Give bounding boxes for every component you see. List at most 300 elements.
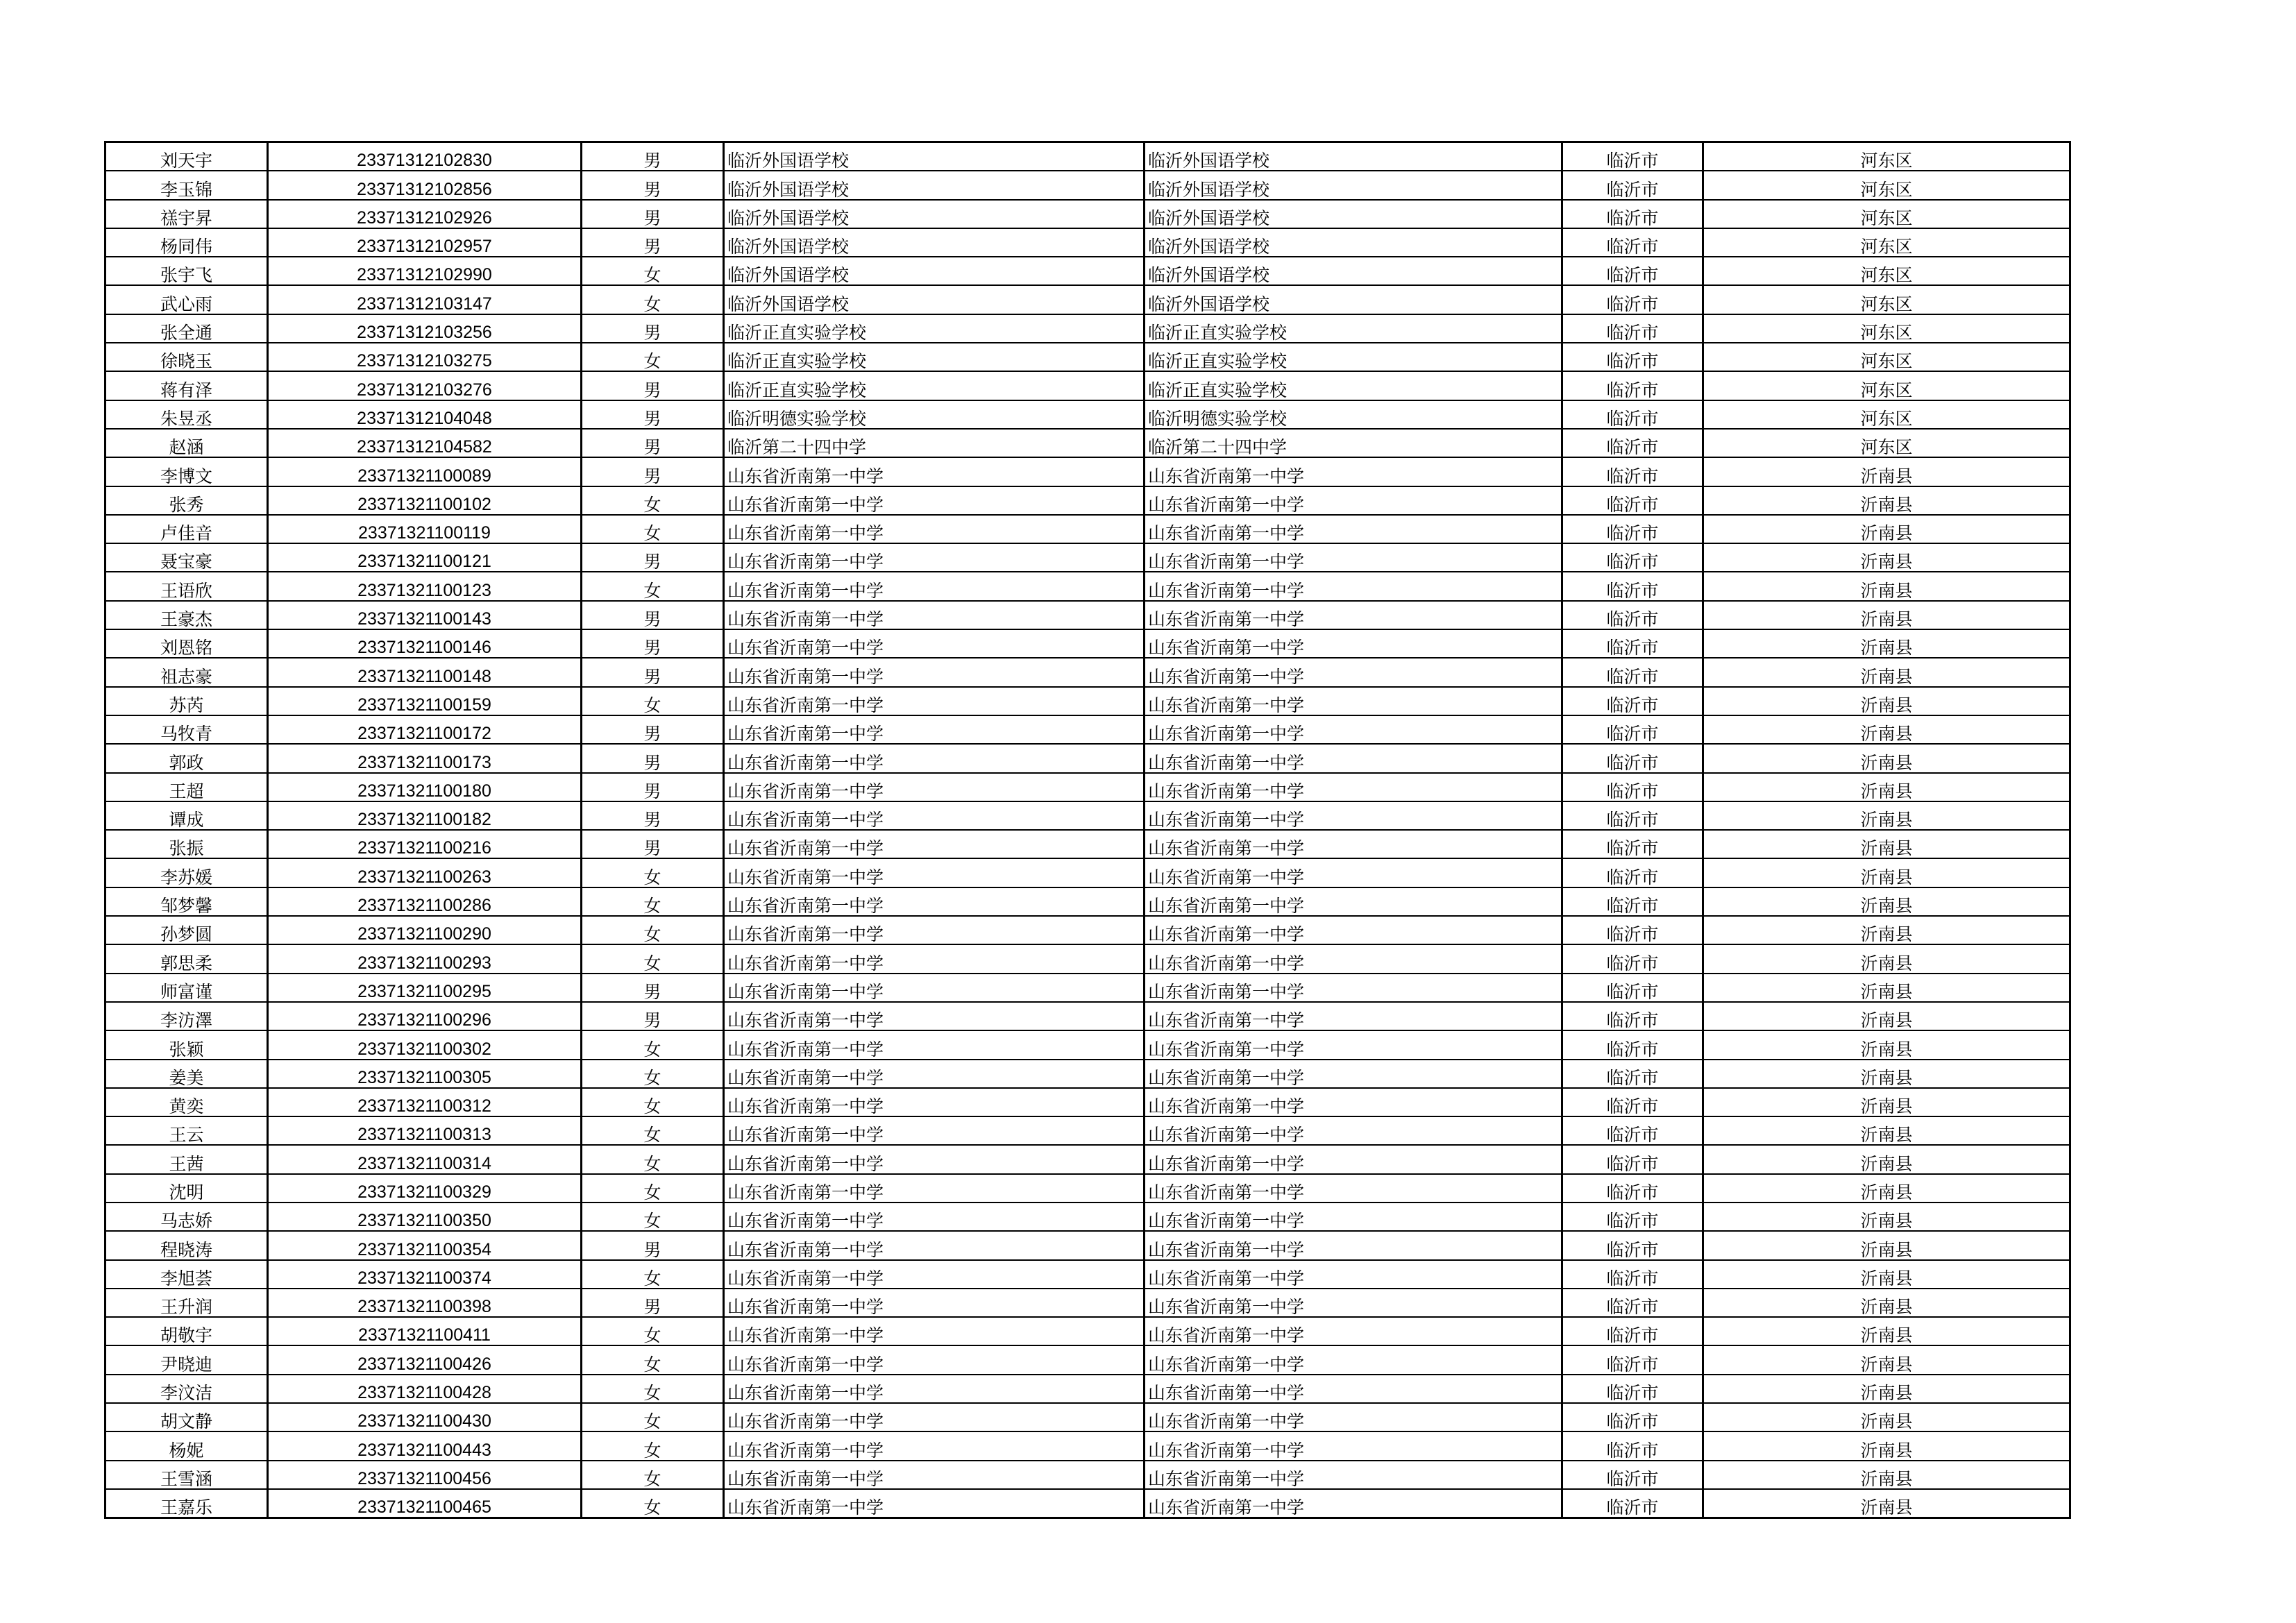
county-cell: 沂南县 [1703, 601, 2070, 629]
student-name-cell: 王豪杰 [105, 601, 268, 629]
admitting-school-cell: 山东省沂南第一中学 [1145, 543, 1562, 572]
city-cell: 临沂市 [1562, 486, 1703, 515]
exam-id-cell: 23371321100263 [268, 858, 582, 887]
county-cell: 沂南县 [1703, 858, 2070, 887]
city-cell: 临沂市 [1562, 257, 1703, 285]
admitting-school-cell: 山东省沂南第一中学 [1145, 658, 1562, 686]
gender-cell: 女 [582, 1317, 724, 1345]
city-cell: 临沂市 [1562, 687, 1703, 715]
table-row [105, 1203, 2070, 1231]
school-cell: 山东省沂南第一中学 [724, 629, 1145, 658]
exam-id-cell: 23371312103275 [268, 343, 582, 371]
exam-id-cell: 23371321100146 [268, 629, 582, 658]
city-cell: 临沂市 [1562, 944, 1703, 973]
admitting-school-cell: 山东省沂南第一中学 [1145, 887, 1562, 916]
admitting-school-cell: 山东省沂南第一中学 [1145, 1289, 1562, 1317]
gender-cell: 女 [582, 486, 724, 515]
city-cell: 临沂市 [1562, 543, 1703, 572]
county-cell: 沂南县 [1703, 801, 2070, 830]
school-cell: 山东省沂南第一中学 [724, 744, 1145, 772]
county-cell: 河东区 [1703, 400, 2070, 429]
student-name-cell: 胡敬宇 [105, 1317, 268, 1345]
table-row [105, 1375, 2070, 1403]
school-cell: 临沂外国语学校 [724, 200, 1145, 228]
city-cell: 临沂市 [1562, 515, 1703, 543]
county-cell: 河东区 [1703, 314, 2070, 343]
gender-cell: 男 [582, 974, 724, 1002]
school-cell: 临沂外国语学校 [724, 257, 1145, 285]
table-row [105, 171, 2070, 199]
school-cell: 临沂外国语学校 [724, 171, 1145, 199]
city-cell: 临沂市 [1562, 830, 1703, 858]
gender-cell: 女 [582, 1375, 724, 1403]
city-cell: 临沂市 [1562, 1317, 1703, 1345]
city-cell: 临沂市 [1562, 887, 1703, 916]
county-cell: 沂南县 [1703, 1431, 2070, 1460]
gender-cell: 男 [582, 543, 724, 572]
school-cell: 临沂正直实验学校 [724, 371, 1145, 400]
gender-cell: 女 [582, 515, 724, 543]
table-row [105, 801, 2070, 830]
county-cell: 沂南县 [1703, 572, 2070, 600]
admitting-school-cell: 山东省沂南第一中学 [1145, 773, 1562, 801]
admitting-school-cell: 山东省沂南第一中学 [1145, 744, 1562, 772]
student-name-cell: 马志娇 [105, 1203, 268, 1231]
gender-cell: 男 [582, 371, 724, 400]
admitting-school-cell: 山东省沂南第一中学 [1145, 515, 1562, 543]
exam-id-cell: 23371321100374 [268, 1260, 582, 1289]
exam-id-cell: 23371321100456 [268, 1461, 582, 1489]
gender-cell: 男 [582, 830, 724, 858]
school-cell: 山东省沂南第一中学 [724, 1489, 1145, 1518]
county-cell: 沂南县 [1703, 1116, 2070, 1145]
student-name-cell: 刘天宇 [105, 142, 268, 171]
city-cell: 临沂市 [1562, 572, 1703, 600]
admitting-school-cell: 山东省沂南第一中学 [1145, 858, 1562, 887]
gender-cell: 女 [582, 343, 724, 371]
city-cell: 临沂市 [1562, 1060, 1703, 1088]
gender-cell: 男 [582, 429, 724, 457]
exam-id-cell: 23371321100182 [268, 801, 582, 830]
table-row [105, 1289, 2070, 1317]
gender-cell: 女 [582, 1174, 724, 1203]
admitting-school-cell: 山东省沂南第一中学 [1145, 1088, 1562, 1116]
admitting-school-cell: 山东省沂南第一中学 [1145, 1260, 1562, 1289]
school-cell: 山东省沂南第一中学 [724, 601, 1145, 629]
city-cell: 临沂市 [1562, 629, 1703, 658]
exam-id-cell: 23371321100354 [268, 1231, 582, 1259]
county-cell: 沂南县 [1703, 830, 2070, 858]
city-cell: 临沂市 [1562, 457, 1703, 486]
city-cell: 临沂市 [1562, 1461, 1703, 1489]
student-name-cell: 蒋有泽 [105, 371, 268, 400]
gender-cell: 女 [582, 887, 724, 916]
table-row [105, 142, 2070, 171]
exam-id-cell: 23371321100329 [268, 1174, 582, 1203]
student-name-cell: 李玉锦 [105, 171, 268, 199]
table-body [105, 142, 2070, 1518]
county-cell: 河东区 [1703, 343, 2070, 371]
table-row [105, 1116, 2070, 1145]
school-cell: 山东省沂南第一中学 [724, 457, 1145, 486]
admitting-school-cell: 临沂外国语学校 [1145, 228, 1562, 257]
county-cell: 沂南县 [1703, 1260, 2070, 1289]
gender-cell: 男 [582, 715, 724, 744]
county-cell: 河东区 [1703, 257, 2070, 285]
exam-id-cell: 23371321100305 [268, 1060, 582, 1088]
admitting-school-cell: 临沂外国语学校 [1145, 257, 1562, 285]
table-row [105, 486, 2070, 515]
city-cell: 临沂市 [1562, 429, 1703, 457]
exam-id-cell: 23371312102856 [268, 171, 582, 199]
table-row [105, 1345, 2070, 1374]
gender-cell: 男 [582, 658, 724, 686]
school-cell: 山东省沂南第一中学 [724, 773, 1145, 801]
county-cell: 沂南县 [1703, 1060, 2070, 1088]
admitting-school-cell: 山东省沂南第一中学 [1145, 1317, 1562, 1345]
exam-id-cell: 23371321100119 [268, 515, 582, 543]
admitting-school-cell: 山东省沂南第一中学 [1145, 916, 1562, 944]
county-cell: 沂南县 [1703, 1461, 2070, 1489]
admitting-school-cell: 山东省沂南第一中学 [1145, 801, 1562, 830]
county-cell: 沂南县 [1703, 1345, 2070, 1374]
exam-id-cell: 23371321100296 [268, 1002, 582, 1030]
gender-cell: 男 [582, 1289, 724, 1317]
admitting-school-cell: 山东省沂南第一中学 [1145, 1002, 1562, 1030]
gender-cell: 男 [582, 228, 724, 257]
student-name-cell: 郭思柔 [105, 944, 268, 973]
admitting-school-cell: 山东省沂南第一中学 [1145, 1461, 1562, 1489]
city-cell: 临沂市 [1562, 228, 1703, 257]
admitting-school-cell: 临沂外国语学校 [1145, 200, 1562, 228]
student-name-cell: 姜美 [105, 1060, 268, 1088]
table-row [105, 400, 2070, 429]
city-cell: 临沂市 [1562, 1002, 1703, 1030]
gender-cell: 女 [582, 1203, 724, 1231]
county-cell: 沂南县 [1703, 1317, 2070, 1345]
county-cell: 沂南县 [1703, 515, 2070, 543]
student-name-cell: 张全通 [105, 314, 268, 343]
county-cell: 沂南县 [1703, 1002, 2070, 1030]
student-name-cell: 王雪涵 [105, 1461, 268, 1489]
table-row [105, 543, 2070, 572]
table-row [105, 601, 2070, 629]
table-row [105, 658, 2070, 686]
exam-id-cell: 23371321100411 [268, 1317, 582, 1345]
admitting-school-cell: 山东省沂南第一中学 [1145, 1489, 1562, 1518]
table-row [105, 1461, 2070, 1489]
admitting-school-cell: 临沂外国语学校 [1145, 142, 1562, 171]
table-row [105, 1174, 2070, 1203]
exam-id-cell: 23371312104582 [268, 429, 582, 457]
gender-cell: 女 [582, 285, 724, 314]
city-cell: 临沂市 [1562, 1375, 1703, 1403]
county-cell: 河东区 [1703, 371, 2070, 400]
exam-id-cell: 23371321100089 [268, 457, 582, 486]
county-cell: 沂南县 [1703, 543, 2070, 572]
gender-cell: 女 [582, 858, 724, 887]
gender-cell: 男 [582, 171, 724, 199]
exam-id-cell: 23371321100173 [268, 744, 582, 772]
county-cell: 沂南县 [1703, 715, 2070, 744]
gender-cell: 男 [582, 744, 724, 772]
school-cell: 山东省沂南第一中学 [724, 1030, 1145, 1059]
student-name-cell: 朱昱丞 [105, 400, 268, 429]
table-row [105, 1088, 2070, 1116]
exam-id-cell: 23371321100295 [268, 974, 582, 1002]
county-cell: 沂南县 [1703, 773, 2070, 801]
table-row [105, 1403, 2070, 1431]
county-cell: 河东区 [1703, 200, 2070, 228]
exam-id-cell: 23371321100428 [268, 1375, 582, 1403]
student-name-cell: 祖志豪 [105, 658, 268, 686]
school-cell: 山东省沂南第一中学 [724, 515, 1145, 543]
city-cell: 临沂市 [1562, 1231, 1703, 1259]
school-cell: 山东省沂南第一中学 [724, 916, 1145, 944]
student-name-cell: 李苏媛 [105, 858, 268, 887]
table-row [105, 457, 2070, 486]
exam-id-cell: 23371321100143 [268, 601, 582, 629]
table-row [105, 1060, 2070, 1088]
county-cell: 沂南县 [1703, 974, 2070, 1002]
city-cell: 临沂市 [1562, 171, 1703, 199]
school-cell: 山东省沂南第一中学 [724, 658, 1145, 686]
table-row [105, 830, 2070, 858]
county-cell: 沂南县 [1703, 1375, 2070, 1403]
county-cell: 河东区 [1703, 171, 2070, 199]
student-name-cell: 张宇飞 [105, 257, 268, 285]
city-cell: 临沂市 [1562, 1403, 1703, 1431]
student-name-cell: 师富谨 [105, 974, 268, 1002]
admitting-school-cell: 山东省沂南第一中学 [1145, 1231, 1562, 1259]
city-cell: 临沂市 [1562, 773, 1703, 801]
gender-cell: 男 [582, 1002, 724, 1030]
gender-cell: 女 [582, 1431, 724, 1460]
exam-id-cell: 23371312102990 [268, 257, 582, 285]
city-cell: 临沂市 [1562, 1260, 1703, 1289]
school-cell: 山东省沂南第一中学 [724, 715, 1145, 744]
school-cell: 山东省沂南第一中学 [724, 1260, 1145, 1289]
school-cell: 山东省沂南第一中学 [724, 858, 1145, 887]
exam-id-cell: 23371321100121 [268, 543, 582, 572]
exam-id-cell: 23371321100290 [268, 916, 582, 944]
admitting-school-cell: 山东省沂南第一中学 [1145, 687, 1562, 715]
gender-cell: 女 [582, 1030, 724, 1059]
exam-id-cell: 23371321100102 [268, 486, 582, 515]
table-row [105, 1002, 2070, 1030]
student-name-cell: 赵涵 [105, 429, 268, 457]
admitting-school-cell: 山东省沂南第一中学 [1145, 1145, 1562, 1173]
exam-id-cell: 23371321100313 [268, 1116, 582, 1145]
gender-cell: 男 [582, 314, 724, 343]
student-name-cell: 郭政 [105, 744, 268, 772]
exam-id-cell: 23371321100443 [268, 1431, 582, 1460]
exam-id-cell: 23371312102957 [268, 228, 582, 257]
school-cell: 山东省沂南第一中学 [724, 1145, 1145, 1173]
exam-id-cell: 23371321100398 [268, 1289, 582, 1317]
county-cell: 沂南县 [1703, 1289, 2070, 1317]
city-cell: 临沂市 [1562, 343, 1703, 371]
student-name-cell: 李旭荟 [105, 1260, 268, 1289]
table-row [105, 887, 2070, 916]
gender-cell: 女 [582, 1060, 724, 1088]
student-name-cell: 武心雨 [105, 285, 268, 314]
gender-cell: 男 [582, 773, 724, 801]
student-name-cell: 程晓涛 [105, 1231, 268, 1259]
county-cell: 沂南县 [1703, 1403, 2070, 1431]
exam-id-cell: 23371321100302 [268, 1030, 582, 1059]
table-row [105, 228, 2070, 257]
admitting-school-cell: 山东省沂南第一中学 [1145, 1345, 1562, 1374]
table-row [105, 715, 2070, 744]
admitting-school-cell: 临沂明德实验学校 [1145, 400, 1562, 429]
table-row [105, 1431, 2070, 1460]
student-name-cell: 李博文 [105, 457, 268, 486]
student-name-cell: 李汸澤 [105, 1002, 268, 1030]
county-cell: 沂南县 [1703, 944, 2070, 973]
student-name-cell: 王升润 [105, 1289, 268, 1317]
school-cell: 山东省沂南第一中学 [724, 1375, 1145, 1403]
admitting-school-cell: 山东省沂南第一中学 [1145, 1116, 1562, 1145]
city-cell: 临沂市 [1562, 1116, 1703, 1145]
city-cell: 临沂市 [1562, 801, 1703, 830]
table-row [105, 974, 2070, 1002]
student-name-cell: 王云 [105, 1116, 268, 1145]
gender-cell: 女 [582, 1403, 724, 1431]
table-row [105, 200, 2070, 228]
exam-id-cell: 23371321100172 [268, 715, 582, 744]
school-cell: 山东省沂南第一中学 [724, 1231, 1145, 1259]
city-cell: 临沂市 [1562, 1345, 1703, 1374]
school-cell: 山东省沂南第一中学 [724, 1002, 1145, 1030]
school-cell: 山东省沂南第一中学 [724, 1116, 1145, 1145]
gender-cell: 男 [582, 200, 724, 228]
student-name-cell: 王语欣 [105, 572, 268, 600]
student-name-cell: 胡文静 [105, 1403, 268, 1431]
school-cell: 山东省沂南第一中学 [724, 1403, 1145, 1431]
exam-id-cell: 23371321100123 [268, 572, 582, 600]
table-row [105, 371, 2070, 400]
city-cell: 临沂市 [1562, 314, 1703, 343]
student-name-cell: 李汶洁 [105, 1375, 268, 1403]
city-cell: 临沂市 [1562, 1030, 1703, 1059]
admitting-school-cell: 山东省沂南第一中学 [1145, 457, 1562, 486]
admitting-school-cell: 山东省沂南第一中学 [1145, 1203, 1562, 1231]
table-row [105, 515, 2070, 543]
gender-cell: 男 [582, 400, 724, 429]
admitting-school-cell: 山东省沂南第一中学 [1145, 1375, 1562, 1403]
table-row [105, 1030, 2070, 1059]
school-cell: 山东省沂南第一中学 [724, 801, 1145, 830]
gender-cell: 女 [582, 257, 724, 285]
gender-cell: 女 [582, 916, 724, 944]
county-cell: 沂南县 [1703, 1231, 2070, 1259]
school-cell: 山东省沂南第一中学 [724, 887, 1145, 916]
student-name-cell: 徐晓玉 [105, 343, 268, 371]
school-cell: 山东省沂南第一中学 [724, 944, 1145, 973]
exam-id-cell: 23371321100465 [268, 1489, 582, 1518]
gender-cell: 女 [582, 1489, 724, 1518]
admitting-school-cell: 山东省沂南第一中学 [1145, 572, 1562, 600]
county-cell: 沂南县 [1703, 1030, 2070, 1059]
table-row [105, 429, 2070, 457]
admitting-school-cell: 山东省沂南第一中学 [1145, 629, 1562, 658]
table-row [105, 572, 2070, 600]
student-name-cell: 黄奕 [105, 1088, 268, 1116]
school-cell: 山东省沂南第一中学 [724, 572, 1145, 600]
county-cell: 沂南县 [1703, 1174, 2070, 1203]
table-row [105, 314, 2070, 343]
student-name-cell: 马牧青 [105, 715, 268, 744]
exam-id-cell: 23371312103147 [268, 285, 582, 314]
county-cell: 沂南县 [1703, 1203, 2070, 1231]
gender-cell: 男 [582, 1231, 724, 1259]
school-cell: 临沂正直实验学校 [724, 343, 1145, 371]
student-name-cell: 沈明 [105, 1174, 268, 1203]
county-cell: 河东区 [1703, 142, 2070, 171]
school-cell: 山东省沂南第一中学 [724, 974, 1145, 1002]
city-cell: 临沂市 [1562, 601, 1703, 629]
exam-id-cell: 23371312102926 [268, 200, 582, 228]
gender-cell: 女 [582, 687, 724, 715]
table-row [105, 744, 2070, 772]
student-name-cell: 张秀 [105, 486, 268, 515]
table-row [105, 1260, 2070, 1289]
student-name-cell: 王茜 [105, 1145, 268, 1173]
school-cell: 山东省沂南第一中学 [724, 1345, 1145, 1374]
city-cell: 临沂市 [1562, 1203, 1703, 1231]
gender-cell: 男 [582, 629, 724, 658]
school-cell: 山东省沂南第一中学 [724, 486, 1145, 515]
city-cell: 临沂市 [1562, 1431, 1703, 1460]
exam-id-cell: 23371321100430 [268, 1403, 582, 1431]
county-cell: 沂南县 [1703, 887, 2070, 916]
gender-cell: 女 [582, 1345, 724, 1374]
gender-cell: 男 [582, 601, 724, 629]
table-row [105, 1145, 2070, 1173]
student-name-cell: 孙梦圆 [105, 916, 268, 944]
student-name-cell: 谭成 [105, 801, 268, 830]
student-name-cell: 杨妮 [105, 1431, 268, 1460]
student-name-cell: 杨同伟 [105, 228, 268, 257]
gender-cell: 女 [582, 944, 724, 973]
table-row [105, 944, 2070, 973]
county-cell: 沂南县 [1703, 1088, 2070, 1116]
city-cell: 临沂市 [1562, 200, 1703, 228]
city-cell: 临沂市 [1562, 1088, 1703, 1116]
exam-id-cell: 23371321100293 [268, 944, 582, 973]
table-row [105, 343, 2070, 371]
city-cell: 临沂市 [1562, 744, 1703, 772]
school-cell: 山东省沂南第一中学 [724, 1203, 1145, 1231]
student-name-cell: 张振 [105, 830, 268, 858]
city-cell: 临沂市 [1562, 1289, 1703, 1317]
city-cell: 临沂市 [1562, 1489, 1703, 1518]
school-cell: 临沂外国语学校 [724, 228, 1145, 257]
admitting-school-cell: 临沂外国语学校 [1145, 285, 1562, 314]
table-row [105, 257, 2070, 285]
admitting-school-cell: 山东省沂南第一中学 [1145, 486, 1562, 515]
gender-cell: 女 [582, 1116, 724, 1145]
admitting-school-cell: 临沂正直实验学校 [1145, 314, 1562, 343]
student-name-cell: 王超 [105, 773, 268, 801]
exam-id-cell: 23371321100314 [268, 1145, 582, 1173]
school-cell: 临沂第二十四中学 [724, 429, 1145, 457]
gender-cell: 男 [582, 457, 724, 486]
school-cell: 临沂明德实验学校 [724, 400, 1145, 429]
city-cell: 临沂市 [1562, 371, 1703, 400]
table-row [105, 1231, 2070, 1259]
